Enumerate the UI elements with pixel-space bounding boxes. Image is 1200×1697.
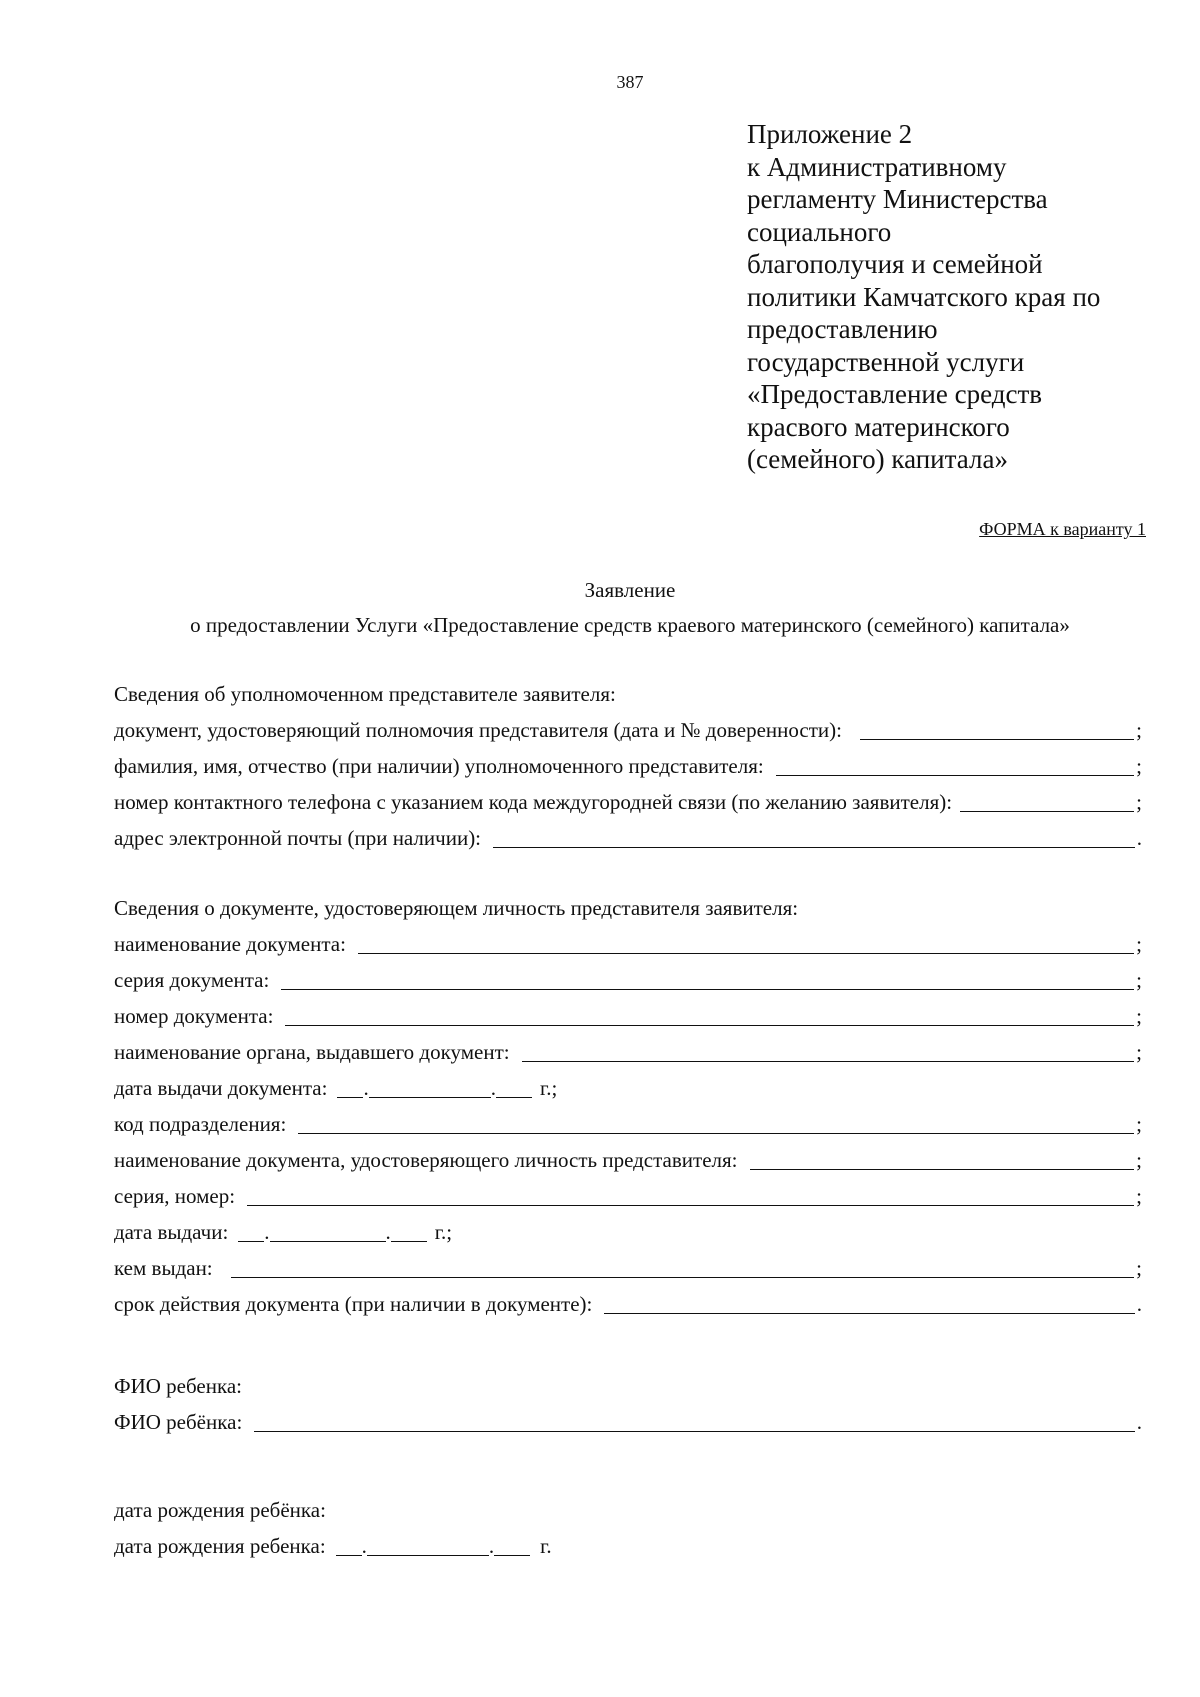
appendix-line: «Предоставление средств — [747, 379, 1042, 409]
field-label: кем выдан: — [114, 1256, 213, 1280]
form-row — [114, 964, 1142, 1000]
form-row — [114, 1406, 1142, 1442]
section-heading: дата рождения ребёнка: — [114, 1498, 326, 1522]
field-terminator: ; — [1136, 1184, 1142, 1208]
field-terminator: ; — [1136, 1004, 1142, 1028]
email-blank[interactable] — [493, 846, 1135, 848]
document-number-blank[interactable] — [285, 1024, 1134, 1026]
field-terminator: ; — [1136, 1112, 1142, 1136]
form-row — [114, 786, 1142, 822]
field-label: адрес электронной почты (при наличии): — [114, 826, 482, 850]
date-separator: . — [264, 1220, 270, 1244]
date-suffix: г.; — [434, 1220, 453, 1244]
field-terminator: ; — [1136, 754, 1142, 778]
power-of-attorney-blank[interactable] — [860, 738, 1134, 740]
field-label: ФИО ребёнка: — [114, 1410, 243, 1434]
representative-name-blank[interactable] — [776, 774, 1134, 776]
form-row — [114, 1530, 1142, 1566]
form-row — [114, 928, 1142, 964]
rep-issue-month-blank[interactable] — [270, 1233, 386, 1242]
appendix-line: (семейного) капитала» — [747, 444, 1008, 474]
appendix-line: регламенту Министерства — [747, 184, 1048, 214]
issue-day-blank[interactable] — [337, 1089, 363, 1098]
field-terminator: ; — [1136, 968, 1142, 992]
appendix-line: к Административному — [747, 151, 1007, 182]
date-separator: . — [488, 1534, 495, 1558]
date-suffix: г.; — [539, 1076, 558, 1100]
field-label: код подразделения: — [114, 1112, 287, 1136]
birth-day-blank[interactable] — [336, 1547, 362, 1556]
document-title: Заявление — [584, 578, 676, 602]
field-label: наименование документа: — [114, 932, 346, 956]
section-heading: ФИО ребенка: — [114, 1374, 242, 1398]
field-terminator: ; — [1136, 1148, 1142, 1172]
field-label: номер документа: — [114, 1004, 274, 1028]
form-row — [114, 1216, 1142, 1252]
birth-date-section — [114, 1494, 1142, 1566]
form-row — [114, 1252, 1142, 1288]
form-row — [114, 1180, 1142, 1216]
field-terminator: . — [1136, 826, 1142, 850]
form-row — [114, 714, 1142, 750]
field-terminator: ; — [1136, 1040, 1142, 1064]
form-row — [114, 1072, 1142, 1108]
form-row — [114, 1288, 1142, 1324]
phone-blank[interactable] — [960, 810, 1134, 812]
appendix-line: Приложение 2 — [747, 119, 913, 149]
form-row — [114, 822, 1142, 858]
field-terminator: . — [1136, 1292, 1142, 1316]
appendix-line: государственной услуги — [747, 346, 1025, 377]
field-label: срок действия документа (при наличии в документе): — [114, 1292, 593, 1316]
section-heading: Сведения об уполномоченном представителе заявителя: — [114, 682, 616, 706]
form-variant-label: ФОРМА к варианту 1 — [979, 519, 1146, 539]
date-separator: . — [361, 1534, 367, 1558]
representative-document-blank[interactable] — [750, 1168, 1135, 1170]
field-label: наименование документа, удостоверяющего личность представителя: — [114, 1148, 738, 1172]
document-series-blank[interactable] — [281, 988, 1134, 990]
field-label: дата выдачи документа: — [114, 1076, 328, 1100]
birth-month-blank[interactable] — [367, 1547, 489, 1556]
field-terminator: ; — [1136, 1256, 1142, 1280]
issue-year-blank[interactable] — [496, 1089, 532, 1098]
field-terminator: . — [1136, 1410, 1142, 1434]
form-row — [114, 1036, 1142, 1072]
appendix-line: социального — [747, 216, 892, 247]
field-label: наименование органа, выдавшего документ: — [114, 1040, 510, 1064]
rep-issue-year-blank[interactable] — [391, 1233, 427, 1242]
appendix-line: благополучия и семейной — [747, 249, 1043, 279]
document-subtitle: о предоставлении Услуги «Предоставление средств краевого материнского (семейного) капитала» — [190, 613, 1070, 637]
field-terminator: ; — [1136, 718, 1142, 742]
date-separator: . — [490, 1076, 496, 1100]
field-label: серия, номер: — [114, 1184, 236, 1208]
field-label: дата рождения ребенка: — [114, 1534, 326, 1558]
rep-issue-day-blank[interactable] — [238, 1233, 264, 1242]
issued-by-blank[interactable] — [231, 1276, 1135, 1278]
issue-month-blank[interactable] — [369, 1089, 491, 1098]
field-terminator: ; — [1136, 790, 1142, 814]
issuing-authority-blank[interactable] — [522, 1060, 1135, 1062]
field-label: дата выдачи: — [114, 1220, 229, 1244]
form-row — [114, 750, 1142, 786]
identity-document-section — [114, 892, 1142, 1324]
date-suffix: г. — [540, 1534, 552, 1558]
form-row — [114, 1000, 1142, 1036]
document-name-blank[interactable] — [358, 952, 1134, 954]
section-heading: Сведения о документе, удостоверяющем личность представителя заявителя: — [114, 896, 799, 920]
appendix-line: политики Камчатского края по — [747, 281, 1101, 312]
birth-year-blank[interactable] — [494, 1547, 530, 1556]
representative-section — [114, 678, 1142, 858]
validity-blank[interactable] — [604, 1312, 1134, 1314]
page-number: 387 — [616, 72, 644, 92]
division-code-blank[interactable] — [298, 1132, 1134, 1134]
date-separator: . — [363, 1076, 369, 1100]
date-separator: . — [385, 1220, 391, 1244]
child-section — [114, 1370, 1142, 1442]
appendix-line: предоставлению — [747, 314, 938, 344]
field-label: документ, удостоверяющий полномочия представителя (дата и № доверенности): — [114, 718, 842, 742]
field-terminator: ; — [1136, 932, 1142, 956]
field-label: серия документа: — [114, 968, 270, 992]
form-row — [114, 1108, 1142, 1144]
field-label: номер контактного телефона с указанием кода междугородней связи (по желанию заявителя): — [114, 790, 953, 814]
series-number-blank[interactable] — [247, 1204, 1134, 1206]
appendix-block — [747, 118, 1167, 476]
child-name-blank[interactable] — [254, 1430, 1134, 1432]
appendix-line: красвого материнского — [747, 411, 1010, 442]
form-row — [114, 1144, 1142, 1180]
field-label: фамилия, имя, отчество (при наличии) уполномоченного представителя: — [114, 754, 764, 778]
